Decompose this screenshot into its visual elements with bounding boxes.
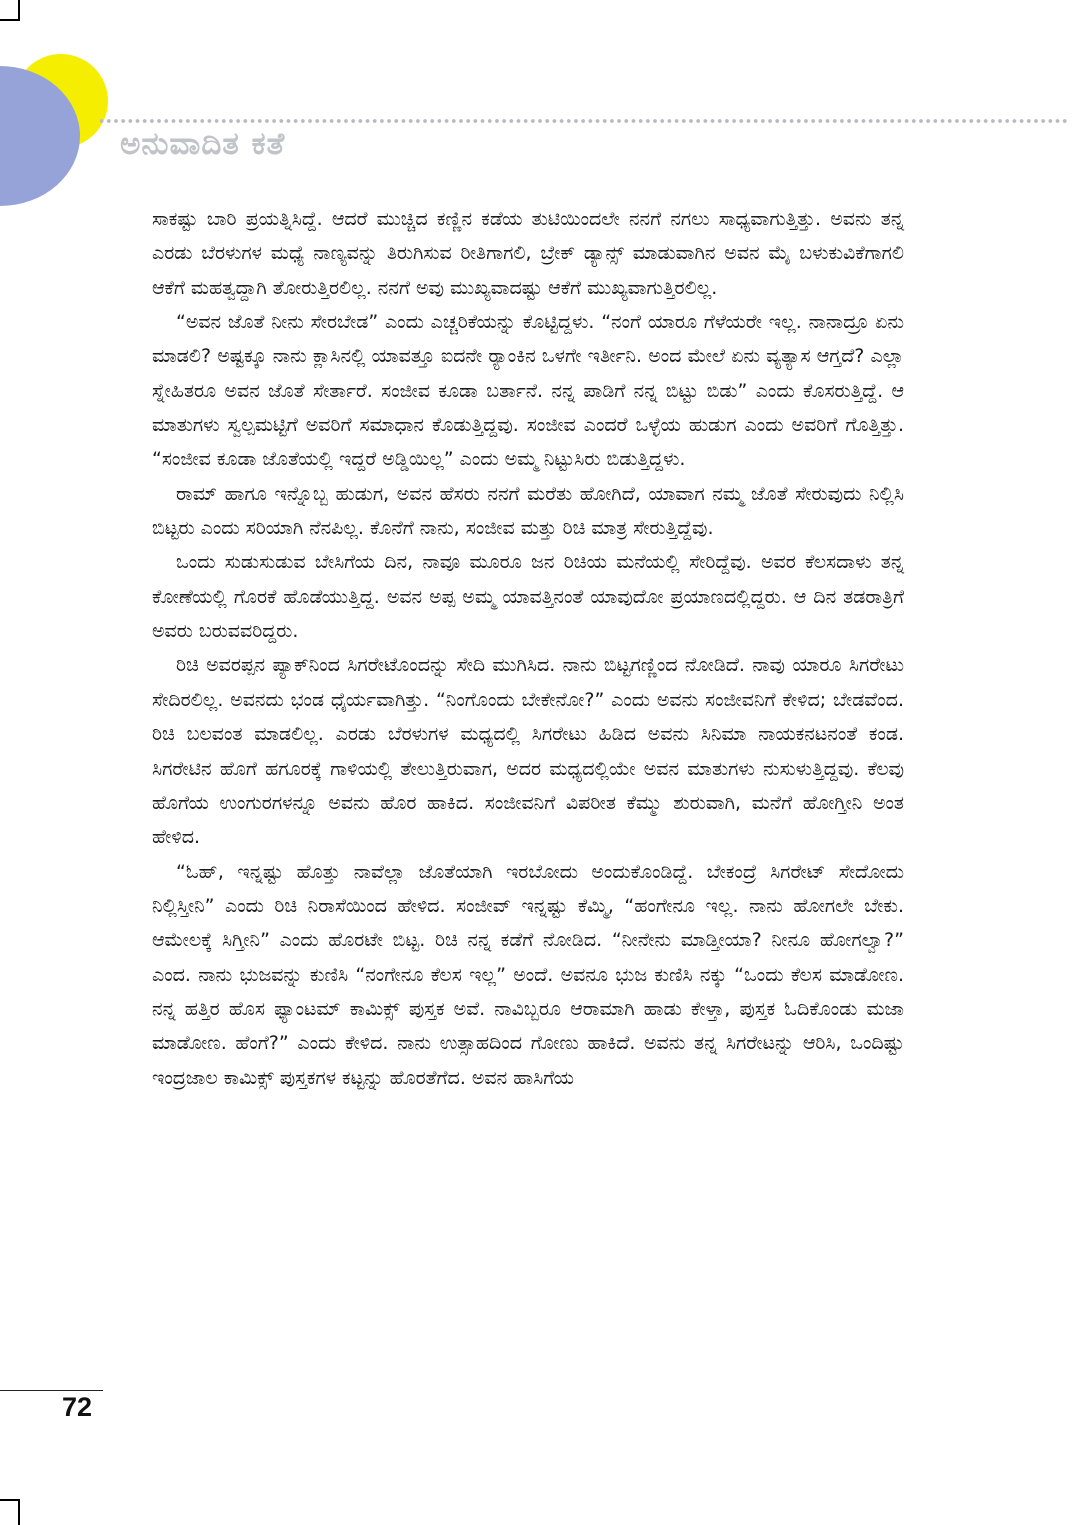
story-body xyxy=(152,202,904,1095)
crop-mark-top-left-horizontal xyxy=(0,19,20,21)
page-number: 72 xyxy=(62,1392,93,1422)
footer-rule xyxy=(0,1390,103,1391)
crop-mark-bottom-left-vertical xyxy=(18,1499,20,1525)
dotted-header-rule xyxy=(98,118,1070,124)
paragraph: “ಅವನ ಜೊತೆ ನೀನು ಸೇರಬೇಡ” ಎಂದು ಎಚ್ಚರಿಕೆಯನ್ನು ಕೊಟ್ಟಿದ್ದಳು. “ನಂಗೆ ಯಾರೂ ಗೆಳೆಯರೇ ಇಲ್ಲ. ನಾನಾದ್ರೂ ಏನು ಮಾಡಲಿ? ಅಷ್ಟಕ್ಕೂ ನಾನು ಕ್ಲಾಸಿನಲ್ಲಿ ಯಾವತ್ತೂ ಐದನೇ ರ‍್ಯಾಂಕಿನ ಒಳಗೇ ಇರ್ತೀನಿ. ಅಂದ ಮೇಲೆ ಏನು ವ್ಯತ್ಯಾಸ ಆಗ್ತದೆ? ಎಲ್ಲಾ ಸ್ನೇಹಿತರೂ ಅವನ ಜೊತೆ ಸೇರ್ತಾರೆ. ಸಂಜೀವ ಕೂಡಾ ಬರ್ತಾನೆ. ನನ್ನ ಪಾಡಿಗೆ ನನ್ನ ಬಿಟ್ಟು ಬಿಡು” ಎಂದು ಕೊಸರುತ್ತಿದ್ದೆ. ಆ ಮಾತುಗಳು ಸ್ವಲ್ಪಮಟ್ಟಿಗೆ ಅವರಿಗೆ ಸಮಾಧಾನ ಕೊಡುತ್ತಿದ್ದವು. ಸಂಜೀವ ಎಂದರೆ ಒಳ್ಳೆಯ ಹುಡುಗ ಎಂದು ಅವರಿಗೆ ಗೊತ್ತಿತ್ತು. “ಸಂಜೀವ ಕೂಡಾ ಜೊತೆಯಲ್ಲಿ ಇದ್ದರೆ ಅಡ್ಡಿಯಿಲ್ಲ” ಎಂದು ಅಮ್ಮ ನಿಟ್ಟುಸಿರು ಬಿಡುತ್ತಿದ್ದಳು. xyxy=(152,311,904,471)
paragraph: ಸಾಕಷ್ಟು ಬಾರಿ ಪ್ರಯತ್ನಿಸಿದ್ದೆ. ಆದರೆ ಮುಚ್ಚಿದ ಕಣ್ಣಿನ ಕಡೆಯ ತುಟಿಯಿಂದಲೇ ನನಗೆ ನಗಲು ಸಾಧ್ಯವಾಗುತ್ತಿತ್ತು. ಅವನು ತನ್ನ ಎರಡು ಬೆರಳುಗಳ ಮಧ್ಯೆ ನಾಣ್ಯವನ್ನು ತಿರುಗಿಸುವ ರೀತಿಗಾಗಲಿ, ಬ್ರೇಕ್ ಡ್ಯಾನ್ಸ್ ಮಾಡುವಾಗಿನ ಅವನ ಮೈ ಬಳುಕುವಿಕೆಗಾಗಲಿ ಆಕೆಗೆ ಮಹತ್ವದ್ದಾಗಿ ತೋರುತ್ತಿರಲಿಲ್ಲ. ನನಗೆ ಅವು ಮುಖ್ಯವಾದಷ್ಟು ಆಕೆಗೆ ಮುಖ್ಯವಾಗುತ್ತಿರಲಿಲ್ಲ. xyxy=(152,208,904,299)
crop-mark-bottom-left-horizontal xyxy=(0,1499,20,1501)
section-title: ಅನುವಾದಿತ ಕತೆ xyxy=(120,126,286,162)
paragraph: ರಾಮ್ ಹಾಗೂ ಇನ್ನೊಬ್ಬ ಹುಡುಗ, ಅವನ ಹೆಸರು ನನಗೆ ಮರೆತು ಹೋಗಿದೆ, ಯಾವಾಗ ನಮ್ಮ ಜೊತೆ ಸೇರುವುದು ನಿಲ್ಲಿಸಿ ಬಿಟ್ಟರು ಎಂದು ಸರಿಯಾಗಿ ನೆನಪಿಲ್ಲ. ಕೊನೆಗೆ ನಾನು, ಸಂಜೀವ ಮತ್ತು ರಿಚಿ ಮಾತ್ರ ಸೇರುತ್ತಿದ್ದೆವು. xyxy=(152,482,904,540)
crop-mark-top-left-vertical xyxy=(18,0,20,20)
paragraph: ರಿಚಿ ಅವರಪ್ಪನ ಪ್ಯಾಕ್‌ನಿಂದ ಸಿಗರೇಟೊಂದನ್ನು ಸೇದಿ ಮುಗಿಸಿದ. ನಾನು ಬಿಟ್ಟಗಣ್ಣಿಂದ ನೋಡಿದೆ. ನಾವು ಯಾರೂ ಸಿಗರೇಟು ಸೇದಿರಲಿಲ್ಲ. ಅವನದು ಭಂಡ ಧೈರ್ಯವಾಗಿತ್ತು. “ನಿಂಗೊಂದು ಬೇಕೇನೋ?” ಎಂದು ಅವನು ಸಂಜೀವನಿಗೆ ಕೇಳಿದ; ಬೇಡವೆಂದ. ರಿಚಿ ಬಲವಂತ ಮಾಡಲಿಲ್ಲ. ಎರಡು ಬೆರಳುಗಳ ಮಧ್ಯದಲ್ಲಿ ಸಿಗರೇಟು ಹಿಡಿದ ಅವನು ಸಿನಿಮಾ ನಾಯಕನಟನಂತೆ ಕಂಡ. ಸಿಗರೇಟಿನ ಹೊಗೆ ಹಗೂರಕ್ಕೆ ಗಾಳಿಯಲ್ಲಿ ತೇಲುತ್ತಿರುವಾಗ, ಅದರ ಮಧ್ಯದಲ್ಲಿಯೇ ಅವನ ಮಾತುಗಳು ನುಸುಳುತ್ತಿದ್ದವು. ಕೆಲವು ಹೊಗೆಯ ಉಂಗುರಗಳನ್ನೂ ಅವನು ಹೊರ ಹಾಕಿದ. ಸಂಜೀವನಿಗೆ ವಿಪರೀತ ಕೆಮ್ಮು ಶುರುವಾಗಿ, ಮನೆಗೆ ಹೋಗ್ತೀನಿ ಅಂತ ಹೇಳಿದ. xyxy=(152,654,904,849)
paragraph: “ಓಹ್, ಇನ್ನಷ್ಟು ಹೊತ್ತು ನಾವೆಲ್ಲಾ ಜೊತೆಯಾಗಿ ಇರಬೋದು ಅಂದುಕೊಂಡಿದ್ದೆ. ಬೇಕಂದ್ರೆ ಸಿಗರೇಟ್ ಸೇದೋದು ನಿಲ್ಲಿಸ್ತೀನಿ” ಎಂದು ರಿಚಿ ನಿರಾಸೆಯಿಂದ ಹೇಳಿದ. ಸಂಜೀವ್ ಇನ್ನಷ್ಟು ಕೆಮ್ಮಿ, “ಹಂಗೇನೂ ಇಲ್ಲ. ನಾನು ಹೋಗಲೇ ಬೇಕು. ಆಮೇಲಕ್ಕೆ ಸಿಗ್ತೀನಿ” ಎಂದು ಹೊರಟೇ ಬಿಟ್ಟ. ರಿಚಿ ನನ್ನ ಕಡೆಗೆ ನೋಡಿದ. “ನೀನೇನು ಮಾಡ್ತೀಯಾ? ನೀನೂ ಹೋಗಲ್ವಾ?” ಎಂದ. ನಾನು ಭುಜವನ್ನು ಕುಣಿಸಿ “ನಂಗೇನೂ ಕೆಲಸ ಇಲ್ಲ” ಅಂದೆ. ಅವನೂ ಭುಜ ಕುಣಿಸಿ ನಕ್ಕು “ಒಂದು ಕೆಲಸ ಮಾಡೋಣ. ನನ್ನ ಹತ್ತಿರ ಹೊಸ ಫ್ಯಾಂಟಮ್ ಕಾಮಿಕ್ಸ್ ಪುಸ್ತಕ ಅವೆ. ನಾವಿಬ್ಬರೂ ಆರಾಮಾಗಿ ಹಾಡು ಕೇಳ್ತಾ, ಪುಸ್ತಕ ಓದಿಕೊಂಡು ಮಜಾ ಮಾಡೋಣ. ಹೆಂಗೆ?” ಎಂದು ಕೇಳಿದ. ನಾನು ಉತ್ಸಾಹದಿಂದ ಗೋಣು ಹಾಕಿದೆ. ಅವನು ತನ್ನ ಸಿಗರೇಟನ್ನು ಆರಿಸಿ, ಒಂದಿಷ್ಟು ಇಂದ್ರಜಾಲ ಕಾಮಿಕ್ಸ್ ಪುಸ್ತಕಗಳ ಕಟ್ಟನ್ನು ಹೊರತೆಗೆದ. ಅವನ ಹಾಸಿಗೆಯ xyxy=(152,860,904,1089)
paragraph: ಒಂದು ಸುಡುಸುಡುವ ಬೇಸಿಗೆಯ ದಿನ, ನಾವೂ ಮೂರೂ ಜನ ರಿಚಿಯ ಮನೆಯಲ್ಲಿ ಸೇರಿದ್ದೆವು. ಅವರ ಕೆಲಸದಾಳು ತನ್ನ ಕೋಣೆಯಲ್ಲಿ ಗೊರಕೆ ಹೊಡೆಯುತ್ತಿದ್ದ. ಅವನ ಅಪ್ಪ ಅಮ್ಮ ಯಾವತ್ತಿನಂತೆ ಯಾವುದೋ ಪ್ರಯಾಣದಲ್ಲಿದ್ದರು. ಆ ದಿನ ತಡರಾತ್ರಿಗೆ ಅವರು ಬರುವವರಿದ್ದರು. xyxy=(152,551,904,643)
